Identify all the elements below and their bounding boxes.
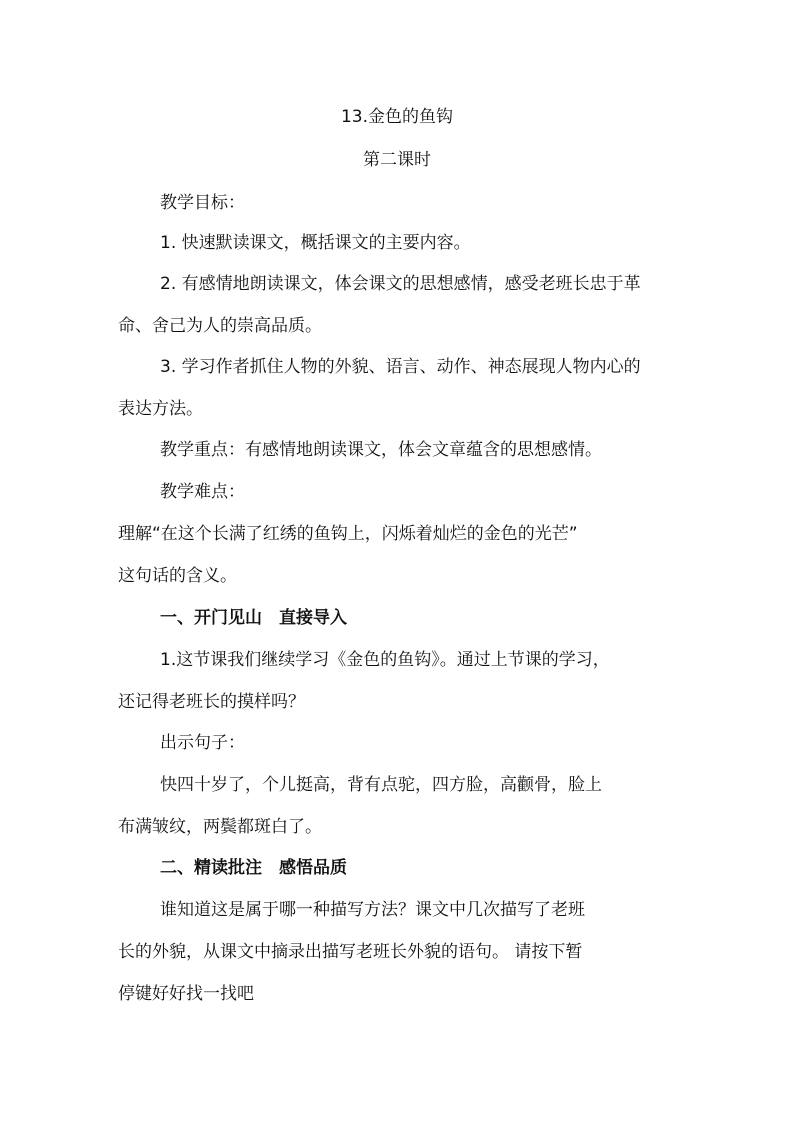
objective-3-line-1: 3. 学习作者抓住人物的外貌、语言、动作、神态展现人物内心的 [160, 357, 641, 377]
objective-3-line-2: 表达方法。 [118, 399, 203, 419]
section-2-heading: 二、精读批注 感悟品质 [160, 858, 347, 878]
key-point: 教学重点：有感情地朗读课文，体会文章蕴含的思想感情。 [160, 440, 602, 460]
section-1-heading: 一、开门见山 直接导入 [160, 608, 347, 628]
section-2-paragraph-1-line-2: 长的外貌，从课文中摘录出描写老班长外貌的语句。 请按下暂 [118, 942, 583, 962]
difficulty-line-2: 这句话的含义。 [118, 566, 237, 586]
lesson-title: 13.金色的鱼钩 [340, 107, 454, 127]
difficulty-line-1: 理解“在这个长满了红绣的鱼钩上，闪烁着灿烂的金色的光芒” [118, 524, 578, 544]
section-1-paragraph-3-line-1: 快四十岁了，个儿挺高，背有点驼，四方脸，高颧骨，脸上 [160, 775, 602, 795]
lesson-subtitle: 第二课时 [363, 150, 431, 170]
section-1-paragraph-1-line-2: 还记得老班长的摸样吗？ [118, 692, 305, 712]
objective-2-line-1: 2. 有感情地朗读课文，体会课文的思想感情，感受老班长忠于革 [160, 274, 641, 294]
section-1-paragraph-3-line-2: 布满皱纹，两鬓都斑白了。 [118, 817, 322, 837]
difficulty-heading: 教学难点： [160, 482, 245, 502]
section-1-paragraph-2: 出示句子： [160, 733, 245, 753]
section-2-paragraph-1-line-3: 停键好好找一找吧 [118, 984, 254, 1004]
section-1-paragraph-1-line-1: 1.这节课我们继续学习《金色的鱼钩》。通过上节课的学习， [160, 650, 610, 670]
objective-1: 1. 快速默读课文，概括课文的主要内容。 [160, 233, 471, 253]
section-2-paragraph-1-line-1: 谁知道这是属于哪一种描写方法？课文中几次描写了老班 [160, 900, 585, 920]
objectives-heading: 教学目标： [160, 193, 245, 213]
objective-2-line-2: 命、舍己为人的崇高品质。 [118, 316, 322, 336]
